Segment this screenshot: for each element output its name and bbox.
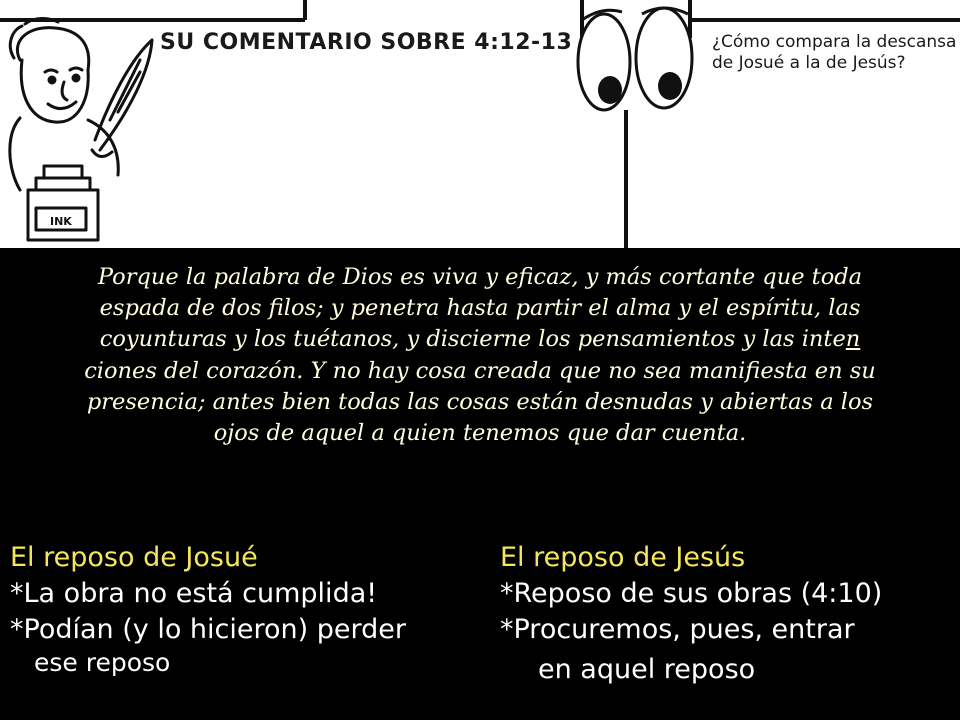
- panel-divider-left: [303, 0, 307, 20]
- jesus-rest-point: *Reposo de sus obras (4:10): [500, 578, 883, 609]
- comic-title: SU COMENTARIO SOBRE 4:12-13: [160, 30, 573, 55]
- panel-divider-right-lower: [624, 110, 628, 248]
- josue-rest-point: *La obra no está cumplida!: [10, 578, 378, 609]
- panel-top-border-right: [688, 18, 960, 22]
- comic-strip: [0, 0, 960, 248]
- ink-label: INK: [50, 215, 72, 228]
- verse-line-part: coyunturas y los tuétanos, y discierne los pensamientos y las inte: [99, 326, 846, 353]
- verse-line: ciones del corazón. Y no hay cosa creada que no sea manifiesta en su: [84, 357, 876, 384]
- jesus-rest-column: [500, 540, 950, 692]
- comic-question: ¿Cómo compara la descansa de Josué a la de Jesús?: [712, 32, 957, 73]
- verse-line-underlined-part: n: [845, 326, 861, 353]
- verse-line: presencia; antes bien todas las cosas están desnudas y abiertas a los: [86, 388, 874, 415]
- josue-rest-point-continuation: ese reposo: [34, 648, 171, 677]
- jesus-rest-point: *Procuremos, pues, entrar: [500, 614, 855, 645]
- verse-line: [10, 324, 950, 355]
- verse-line: Porque la palabra de Dios es viva y eficaz, y más cortante que toda: [97, 264, 863, 290]
- jesus-rest-point-continuation: en aquel reposo: [538, 654, 756, 685]
- verse-text: [10, 262, 950, 449]
- writer-with-quill-illustration: [0, 0, 160, 248]
- josue-rest-column: [10, 540, 480, 678]
- josue-rest-heading: El reposo de Josué: [10, 542, 258, 573]
- verse-line: ojos de aquel a quien tenemos que dar cuenta.: [213, 420, 747, 447]
- verse-line: espada de dos filos; y penetra hasta partir el alma y el espíritu, las: [99, 295, 861, 322]
- jesus-rest-heading: El reposo de Jesús: [500, 542, 746, 573]
- cartoon-eyes-illustration: [572, 0, 702, 120]
- josue-rest-point: *Podían (y lo hicieron) perder: [10, 614, 406, 645]
